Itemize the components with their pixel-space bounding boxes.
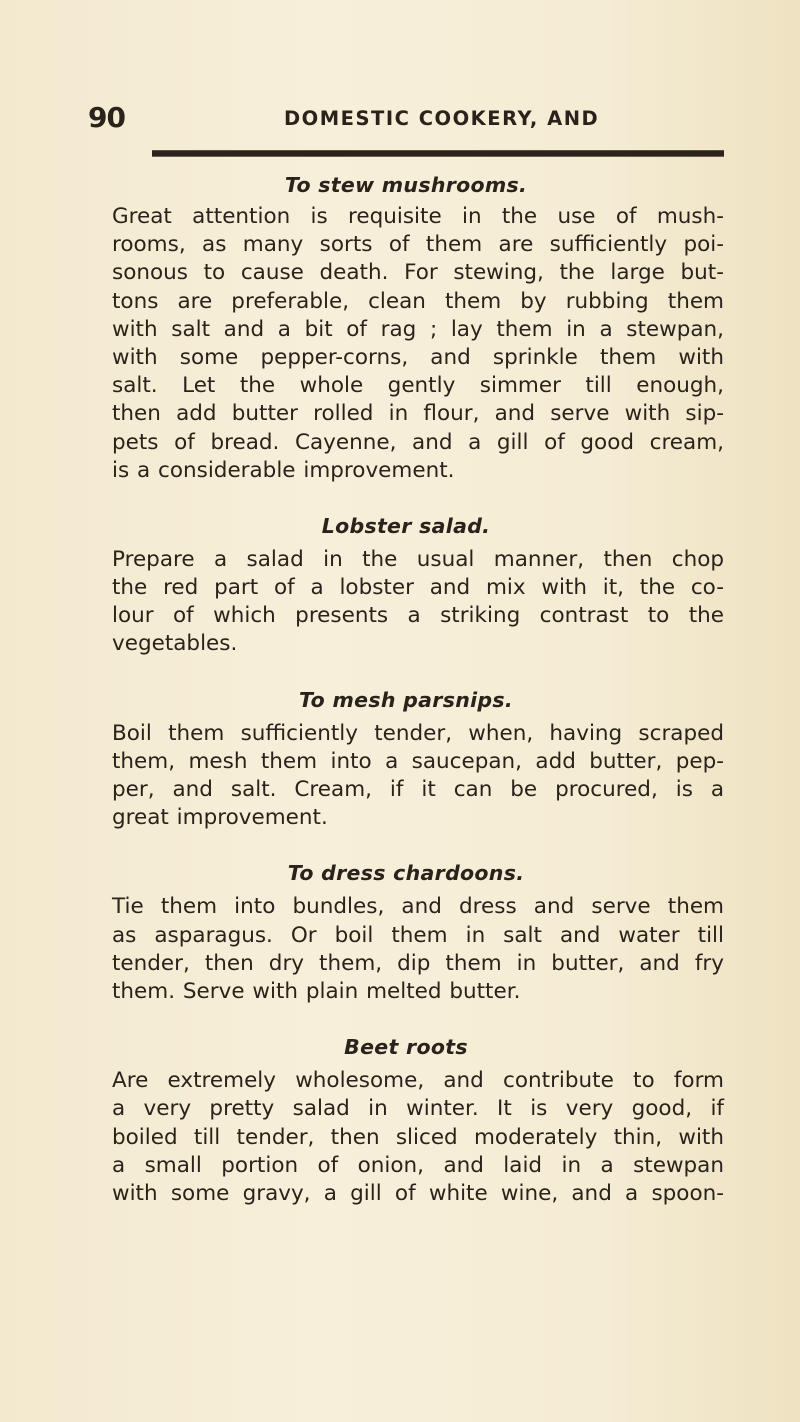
running-head xyxy=(88,101,728,141)
text-line: with some pepper-corns, and sprinkle them with xyxy=(112,344,724,370)
text-line: per, and salt. Cream, if it can be procured, is a xyxy=(112,777,724,802)
page-number: 90 xyxy=(88,101,125,134)
header-rule xyxy=(152,150,724,157)
text-line: a very pretty salad in winter. It is very good, if xyxy=(112,1096,724,1122)
text-line: lour of which presents a striking contrast to the xyxy=(112,603,724,629)
section-title-lobster-salad: Lobster salad. xyxy=(321,513,491,538)
text-line: is a considerable improvement. xyxy=(112,457,455,483)
text-line: tons are preferable, clean them by rubbing them xyxy=(112,288,724,314)
text-line: vegetables. xyxy=(112,631,238,657)
section-body-beet-roots xyxy=(88,1067,724,1208)
text-line: boiled till tender, then sliced moderately thin, with xyxy=(112,1124,724,1150)
section-title-stew-mushrooms: To stew mushrooms. xyxy=(284,173,528,197)
text-line: with some gravy, a gill of white wine, and a spoon- xyxy=(112,1180,724,1206)
text-line: the red part of a lobster and mix with it, the co- xyxy=(112,575,724,601)
text-line: Tie them into bundles, and dress and serve them xyxy=(112,894,724,920)
text-line: then add butter rolled in flour, and serve with sip- xyxy=(112,401,724,427)
section-body-stew-mushrooms xyxy=(88,203,724,485)
section-title-beet-roots: Beet roots xyxy=(344,1035,468,1060)
section-title-dress-chardoons: To dress chardoons. xyxy=(287,861,525,886)
text-line: salt. Let the whole gently simmer till enough, xyxy=(112,373,724,399)
text-line: tender, then dry them, dip them in butter, and fry xyxy=(112,950,724,976)
text-line: as asparagus. Or boil them in salt and water till xyxy=(112,922,724,948)
section-body-mesh-parsnips xyxy=(88,720,724,833)
text-line: them. Serve with plain melted butter. xyxy=(112,978,521,1004)
text-line: sonous to cause death. For stewing, the large but- xyxy=(112,260,724,286)
text-line: Boil them sufficiently tender, when, having scraped xyxy=(112,720,724,746)
running-title: DOMESTIC COOKERY, AND xyxy=(284,107,600,130)
text-line: pets of bread. Cayenne, and a gill of good cream, xyxy=(112,429,724,455)
text-line: them, mesh them into a saucepan, add butter, pep- xyxy=(112,748,724,774)
page-content xyxy=(88,171,724,1208)
text-line: with salt and a bit of rag ; lay them in a stewpan, xyxy=(112,316,724,342)
section-body-dress-chardoons xyxy=(88,893,724,1006)
text-line: great improvement. xyxy=(112,805,328,831)
section-body-lobster-salad xyxy=(88,546,724,659)
text-line: a small portion of onion, and laid in a stewpan xyxy=(112,1152,724,1178)
text-line: Great attention is requisite in the use of mush- xyxy=(112,204,724,229)
section-title-mesh-parsnips: To mesh parsnips. xyxy=(299,687,513,712)
text-line: rooms, as many sorts of them are sufficiently poi- xyxy=(112,232,724,258)
text-line: Prepare a salad in the usual manner, then chop xyxy=(112,546,724,572)
text-line: Are extremely wholesome, and contribute to form xyxy=(112,1068,724,1094)
